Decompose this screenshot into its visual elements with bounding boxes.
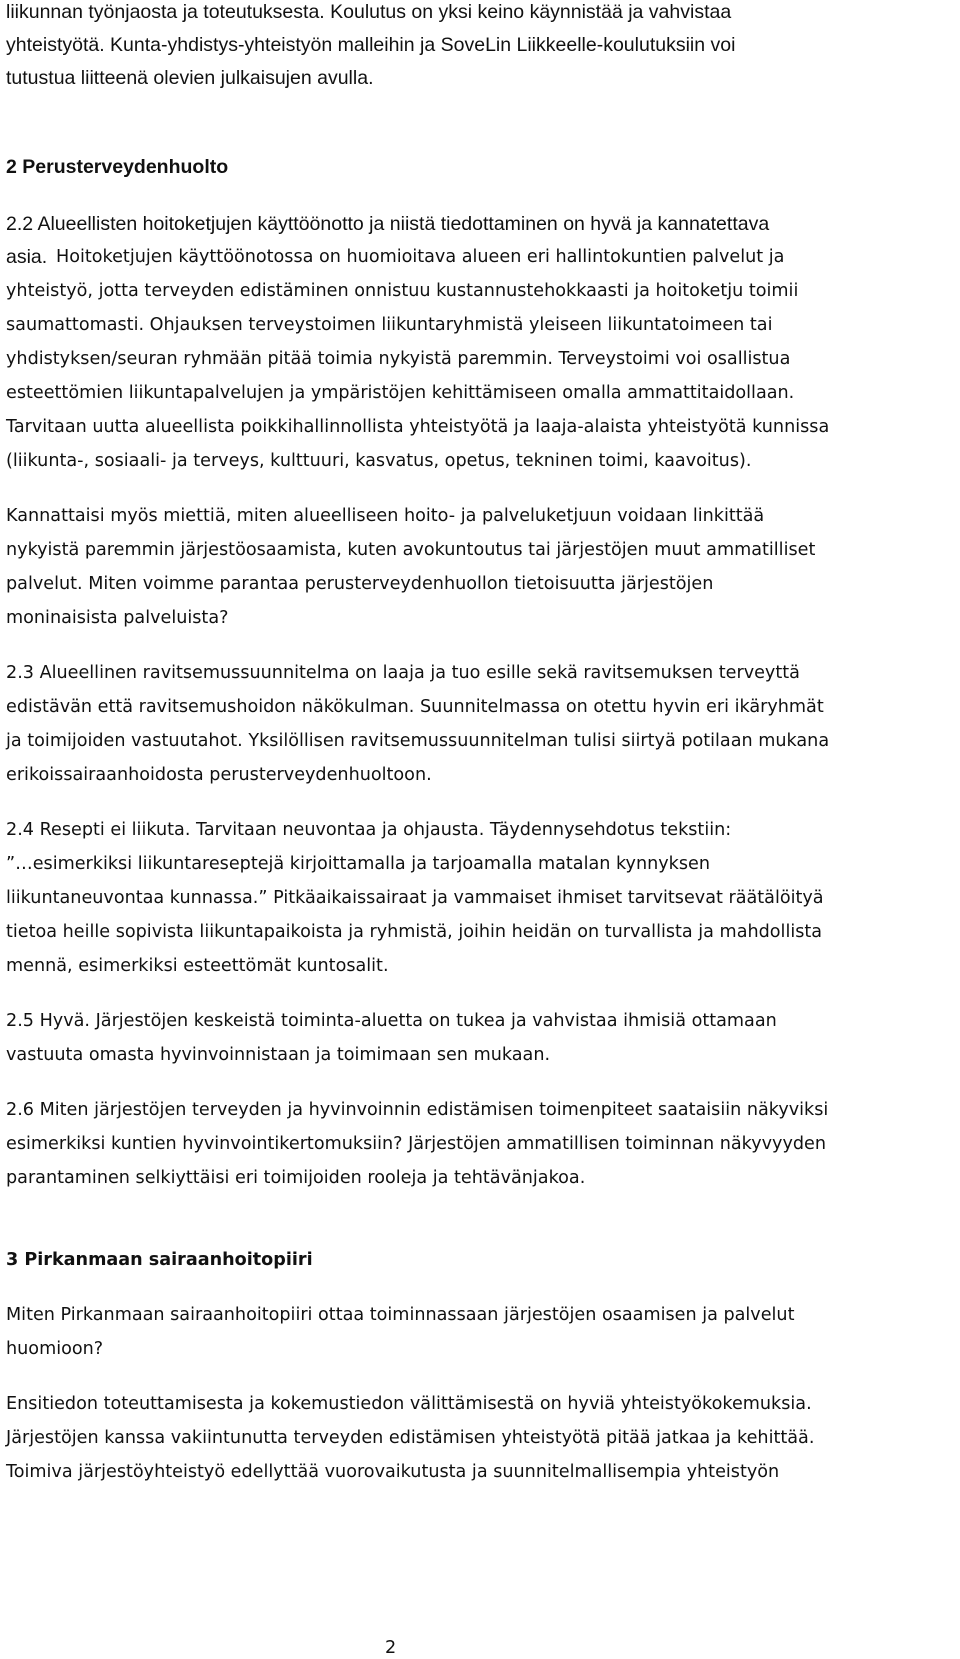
text-line: moninaisista palveluista? <box>6 608 229 628</box>
text-line: Toimiva järjestöyhteistyö edellyttää vuorovaikutusta ja suunnitelmallisempia yhteistyön <box>6 1462 780 1482</box>
text-line: Miten Pirkanmaan sairaanhoitopiiri ottaa toiminnassaan järjestöjen osaamisen ja palvelut <box>6 1305 795 1325</box>
text-line: yhteistyötä. Kunta-yhdistys-yhteistyön malleihin ja SoveLin Liikkeelle-koulutuksiin voi <box>6 34 736 56</box>
text-line: vastuuta omasta hyvinvoinnistaan ja toimimaan sen mukaan. <box>6 1045 551 1065</box>
text-line: yhdistyksen/seuran ryhmään pitää toimia nykyistä paremmin. Terveystoimi voi osallistua <box>6 349 791 369</box>
text-line: ja toimijoiden vastuutahot. Yksilöllisen ravitsemussuunnitelman tulisi siirtyä potilaan mukana <box>6 731 830 751</box>
section-heading: 3 Pirkanmaan sairaanhoitopiiri <box>6 1250 313 1270</box>
text-line: parantaminen selkiyttäisi eri toimijoiden rooleja ja tehtävänjakoa. <box>6 1168 586 1188</box>
text-line: 2.6 Miten järjestöjen terveyden ja hyvinvoinnin edistämisen toimenpiteet saataisiin näkyviksi <box>6 1100 829 1120</box>
text-line: 2.3 Alueellinen ravitsemussuunnitelma on laaja ja tuo esille sekä ravitsemuksen terveyttä <box>6 663 800 683</box>
text-line: (liikunta-, sosiaali- ja terveys, kulttuuri, kasvatus, opetus, tekninen toimi, kaavoitus). <box>6 451 752 471</box>
text-line: tietoa heille sopivista liikuntapaikoista ja ryhmistä, joihin heidän on turvallista ja mahdollista <box>6 922 823 942</box>
text-line: asia. <box>6 246 48 268</box>
text-line: nykyistä paremmin järjestöosaamista, kuten avokuntoutus tai järjestöjen muut ammatilliset <box>6 540 816 560</box>
text-line: edistävän että ravitsemushoidon näkökulman. Suunnitelmassa on otettu hyvin eri ikäryhmät <box>6 697 824 717</box>
text-line: Järjestöjen kanssa vakiintunutta terveyden edistämisen yhteistyötä pitää jatkaa ja kehittää. <box>6 1428 815 1448</box>
page-number: 2 <box>385 1638 397 1658</box>
text-line: palvelut. Miten voimme parantaa perusterveydenhuollon tietoisuutta järjestöjen <box>6 574 714 594</box>
text-line: esteettömien liikuntapalvelujen ja ympäristöjen kehittämiseen omalla ammattitaidollaan. <box>6 383 795 403</box>
text-line: Kannattaisi myös miettiä, miten alueelliseen hoito- ja palveluketjuun voidaan linkittää <box>6 506 765 526</box>
text-line: yhteistyö, jotta terveyden edistäminen onnistuu kustannustehokkaasti ja hoitoketju toimii <box>6 281 799 301</box>
section-heading: 2 Perusterveydenhuolto <box>6 156 229 178</box>
text-line: liikuntaneuvontaa kunnassa.” Pitkäaikaissairaat ja vammaiset ihmiset tarvitsevat räätälöityä <box>6 888 824 908</box>
text-line: saumattomasti. Ohjauksen terveystoimen liikuntaryhmistä yleiseen liikuntatoimeen tai <box>6 315 773 335</box>
text-line: esimerkiksi kuntien hyvinvointikertomuksiin? Järjestöjen ammatillisen toiminnan näkyvyyden <box>6 1134 826 1154</box>
text-line: tutustua liitteenä olevien julkaisujen avulla. <box>6 67 374 89</box>
text-line: ”…esimerkiksi liikuntareseptejä kirjoittamalla ja tarjoamalla matalan kynnyksen <box>6 854 711 874</box>
text-line: Ensitiedon toteuttamisesta ja kokemustiedon välittämisestä on hyviä yhteistyökokemuksia. <box>6 1394 812 1414</box>
text-line: erikoissairaanhoidosta perusterveydenhuoltoon. <box>6 765 432 785</box>
text-line: 2.2 Alueellisten hoitoketjujen käyttöönotto ja niistä tiedottaminen on hyvä ja kannatettava <box>6 213 770 235</box>
text-line: 2.5 Hyvä. Järjestöjen keskeistä toiminta-aluetta on tukea ja vahvistaa ihmisiä ottamaan <box>6 1011 777 1031</box>
text-line: mennä, esimerkiksi esteettömät kuntosalit. <box>6 956 389 976</box>
text-line: Tarvitaan uutta alueellista poikkihallinnollista yhteistyötä ja laaja-alaista yhteistyötä kunnissa <box>6 417 830 437</box>
text-line: huomioon? <box>6 1339 104 1359</box>
text-line: Hoitoketjujen käyttöönotossa on huomioitava alueen eri hallintokuntien palvelut ja <box>56 247 785 267</box>
text-line: liikunnan työnjaosta ja toteutuksesta. Koulutus on yksi keino käynnistää ja vahvistaa <box>6 1 732 23</box>
text-line: 2.4 Resepti ei liikuta. Tarvitaan neuvontaa ja ohjausta. Täydennysehdotus tekstiin: <box>6 820 732 840</box>
